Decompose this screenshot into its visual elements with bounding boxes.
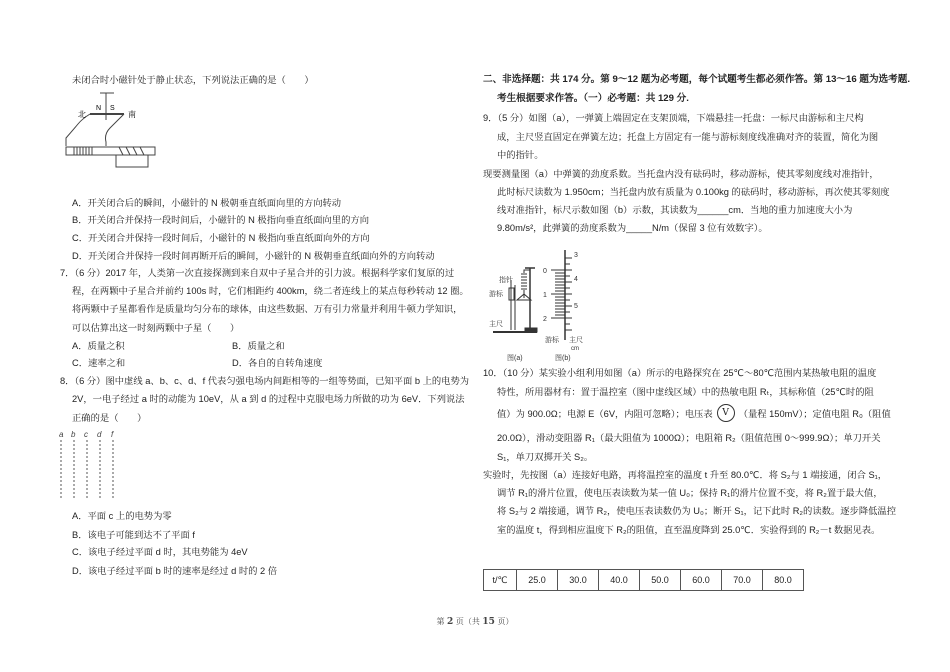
- q7-option-b: B．质量之和: [232, 341, 285, 351]
- label-vernier-b: 游标: [545, 337, 559, 344]
- label-s: S: [110, 105, 115, 112]
- q7-option-a: A．质量之积: [72, 341, 125, 351]
- label-d: d: [97, 430, 102, 439]
- main-tick: 5: [574, 303, 578, 310]
- question-6-stem: 未闭合时小磁针处于静止状态，下列说法正确的是（ ）: [72, 75, 314, 85]
- label-vernier: 游标: [489, 291, 503, 298]
- label-main-scale-b: 主尺: [569, 337, 583, 344]
- q8-line: 8．（6 分）图中虚线 a、b、c、d、f 代表匀强电场内间距相等的一组等势面，已知平面 b 上的电势为: [60, 376, 470, 386]
- q8-line: 2V，一电子经过 a 时的动能为 10eV，从 a 到 d 的过程中克服电场力所做的功为 6eV．下列说法: [72, 394, 465, 404]
- label-a: a: [59, 430, 64, 439]
- page-footer: [0, 616, 950, 627]
- label-n: N: [96, 105, 102, 112]
- table-cell: 30.0: [558, 570, 599, 591]
- table-cell: 50.0: [640, 570, 681, 591]
- q6-option-a: A．开关闭合后的瞬间，小磁针的 N 极朝垂直纸面向里的方向转动: [72, 198, 342, 208]
- q8-option-d: D．该电子经过平面 b 时的速率是经过 d 时的 2 倍: [72, 566, 278, 576]
- q7-line: 可以估算出这一时刻两颗中子星（ ）: [72, 323, 240, 333]
- q8-option-c: C．该电子经过平面 d 时，其电势能为 4eV: [72, 547, 248, 557]
- q10-line: 特性，所用器材有：置于温控室（图中虚线区域）中的热敏电阻 Rₜ，其标称值（25℃时的阻: [497, 387, 874, 397]
- q9-line: 线对准指针，标尺示数如图（b）示数，其读数为______cm．当地的重力加速度大小为: [497, 205, 853, 215]
- q6-option-d: D．开关闭合并保持一段时间再断开后的瞬间，小磁针的 N 极朝垂直纸面向外的方向转动: [72, 251, 435, 261]
- q6-option-b: B．开关闭合并保持一段时间后，小磁针的 N 极指向垂直纸面向里的方向: [72, 215, 369, 225]
- section-heading: 二、非选择题：共 174 分。第 9～12 题为必考题，每个试题考生都必须作答。第 13～16 题为选考题.: [483, 74, 910, 85]
- table-cell: 80.0: [763, 570, 804, 591]
- q7-option-c: C．速率之和: [72, 358, 126, 368]
- q6-option-c: C．开关闭合并保持一段时间后，小磁针的 N 极指向垂直纸面向外的方向: [72, 233, 370, 243]
- q10-line: 实验时，先按图（a）连接好电路，再将温控室的温度 t 升至 80.0℃．将 S₂与 1 端接通，闭合 S₁，: [483, 470, 888, 480]
- caption-fig-b: 图(b): [555, 355, 571, 362]
- label-north: 北: [78, 110, 86, 119]
- voltmeter-symbol-icon: V: [717, 404, 735, 422]
- q7-line: 将两颗中子星都看作是质量均匀分布的球体，由这些数据、万有引力常量并利用牛顿力学知识，: [72, 304, 463, 314]
- q10-line: S₁，单刀双掷开关 S₂。: [497, 452, 594, 462]
- q8-option-b: B．该电子可能到达不了平面 f: [72, 530, 195, 540]
- q10-line: 室的温度 t，得到相应温度下 R₂的阻值，直至温度降到 25.0℃．实验得到的 R₂－t 数据见表。: [497, 525, 881, 535]
- label-unit: cm: [571, 346, 579, 352]
- table-row: [484, 570, 804, 591]
- q9-line: 此时标尺读数为 1.950cm；当托盘内放有质量为 0.100kg 的砝码时，移动游标，再次使其零刻度: [497, 187, 890, 197]
- label-c: c: [84, 430, 88, 439]
- q10-line: 20.0Ω），滑动变阻器 R₁（最大阻值为 1000Ω）；电阻箱 R₂（阻值范围 0～999.9Ω）；单刀开关: [497, 433, 881, 443]
- caption-fig-a: 图(a): [507, 355, 523, 362]
- figure-spring-vernier: [485, 250, 605, 365]
- table-cell: 40.0: [599, 570, 640, 591]
- q8-option-a: A．平面 c 上的电势为零: [72, 511, 172, 521]
- q9-line: 9．（5 分）如图（a），一弹簧上端固定在支架顶端，下端悬挂一托盘：一标尺由游标和主尺构: [483, 113, 864, 123]
- q7-line: 7．（6 分）2017 年，人类第一次直接探测到来自双中子星合并的引力波。根据科学家们复原的过: [60, 268, 455, 278]
- q9-line: 9.80m/s²，此弹簧的劲度系数为_____N/m（保留 3 位有效数字）。: [497, 223, 768, 233]
- table-cell: 60.0: [681, 570, 722, 591]
- label-pointer: 指针: [499, 277, 513, 284]
- q10-voltmeter-line: [497, 404, 891, 422]
- label-f: f: [111, 430, 114, 439]
- label-b: b: [71, 430, 76, 439]
- footer-text: 页）: [497, 617, 514, 626]
- vernier-tick: 0: [543, 268, 547, 275]
- q7-option-d: D．各自的自转角速度: [232, 358, 323, 368]
- q10-line: 调节 R₁的滑片位置，使电压表读数为某一值 U₀；保持 R₁的滑片位置不变，将 R₂置于最大值，: [497, 488, 883, 498]
- q10-line: （量程 150mV）；定值电阻 R₀（阻值: [738, 409, 891, 419]
- q7-line: 程，在两颗中子星合并前约 100s 时，它们相距约 400km，绕二者连线上的某点每秒转动 12 圈。: [72, 286, 469, 296]
- table-cell: 25.0: [517, 570, 558, 591]
- vernier-tick: 2: [543, 316, 547, 323]
- q10-line: 将 S₂与 2 端接通，调节 R₂，使电压表读数仍为 U₀；断开 S₁，记下此时 R₂的读数。逐步降低温控: [497, 506, 897, 516]
- main-tick: 3: [574, 252, 578, 259]
- vernier-tick: 1: [543, 292, 547, 299]
- q9-line: 成，主尺竖直固定在弹簧左边；托盘上方固定有一能与游标刻度线准确对齐的装置，简化为图: [497, 132, 879, 142]
- q10-line: 10．（10 分）某实验小组利用如图（a）所示的电路探究在 25℃～80℃范围内某热敏电阻的温度: [483, 368, 877, 378]
- figure-equipotential-lines: [58, 428, 128, 503]
- label-south: 南: [128, 110, 136, 119]
- main-tick: 4: [574, 276, 578, 283]
- q9-line: 现要测量图（a）中弹簧的劲度系数。当托盘内没有砝码时，移动游标，使其零刻度线对准指针，: [483, 169, 879, 179]
- q8-line: 正确的是（ ）: [72, 413, 147, 423]
- total-pages: 15: [482, 617, 495, 627]
- section-heading: 考生根据要求作答。（一）必考题：共 129 分.: [497, 93, 689, 104]
- footer-text: 第: [436, 617, 445, 626]
- table-cell: 70.0: [722, 570, 763, 591]
- page-number: 2: [447, 617, 454, 627]
- q10-line: 值）为 900.0Ω；电源 E（6V，内阻可忽略）；电压表: [497, 409, 713, 419]
- data-table: [483, 569, 804, 591]
- figure-magnet-coil: [64, 90, 159, 170]
- label-main-scale: 主尺: [489, 321, 503, 328]
- footer-text: 页（共: [455, 617, 480, 626]
- q9-line: 中的指针。: [497, 150, 544, 160]
- table-header-cell: t/℃: [484, 570, 517, 591]
